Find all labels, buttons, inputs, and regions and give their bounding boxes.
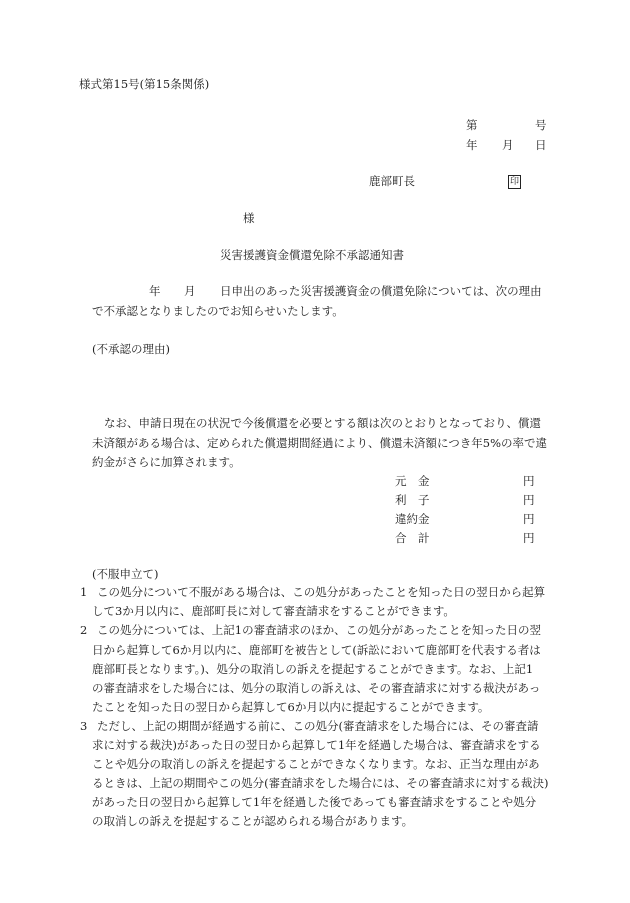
number-suffix: 号 xyxy=(535,118,547,132)
addressee: 様 xyxy=(243,211,255,225)
appeal-item-line: るときは、上記の期間やこの処分(審査請求をした場合には、その審査請求に対する裁決) xyxy=(92,776,549,790)
date-month: 月 xyxy=(502,138,514,152)
appeal-item-line: して3か月以内に、鹿部町長に対して審査請求をすることができます。 xyxy=(92,604,455,618)
appeal-item-line: の取消しの訴えを提起することが認められる場合があります。 xyxy=(92,814,414,828)
appeal-item-line: この処分については、上記1の審査請求のほか、この処分があったことを知った日の翌 xyxy=(97,623,541,637)
appeal-item-line: 求に対する裁決)があった日の翌日から起算して1年を経過した場合は、審査請求をする xyxy=(92,738,541,752)
intro-line2: で不承認となりましたのでお知らせいたします。 xyxy=(92,304,344,318)
reason-heading: (不承認の理由) xyxy=(92,342,170,356)
amount-unit: 円 xyxy=(523,474,535,488)
appeal-item-number: 1 xyxy=(80,585,88,599)
seal-mark xyxy=(508,175,521,189)
amount-unit: 円 xyxy=(523,512,535,526)
appeal-item-number: 2 xyxy=(80,623,88,637)
intro-month: 月 xyxy=(184,284,196,298)
date-day: 日 xyxy=(535,138,547,152)
appeal-item-line: この処分について不服がある場合は、この処分があったことを知った日の翌日から起算 xyxy=(97,585,546,599)
amount-label: 利 子 xyxy=(395,493,430,507)
appeal-item-line: 鹿部町長となります。)、処分の取消しの訴えを提起することができます。なお、上記1 xyxy=(92,662,534,676)
date-year: 年 xyxy=(466,138,478,152)
notice-line3: 約金がさらに加算されます。 xyxy=(92,455,241,469)
notice-line2: 未済額がある場合は、定められた償還期間経過により、償還未済額につき年5%の率で違 xyxy=(92,436,548,450)
appeal-item-line: があった日の翌日から起算して1年を経過した後であっても審査請求をすることや処分 xyxy=(92,795,537,809)
appeal-item-line: 日から起算して6か月以内に、鹿部町を被告として(訴訟において鹿部町を代表する者は xyxy=(92,643,541,657)
appeal-item-line: ことや処分の取消しの訴えを提起することができなくなります。なお、正当な理由があ xyxy=(92,757,540,771)
amount-unit: 円 xyxy=(523,493,535,507)
amount-label: 合 計 xyxy=(395,531,430,545)
seal-label: 印 xyxy=(509,177,519,187)
appeal-item-line: ただし、上記の期間が経過する前に、この処分(審査請求をした場合には、その審査請 xyxy=(97,719,539,733)
form-id: 様式第15号(第15条関係) xyxy=(79,77,210,91)
amount-label: 元 金 xyxy=(395,474,430,488)
document-title: 災害援護資金償還免除不承認通知書 xyxy=(220,248,404,262)
appeal-item-line: たことを知った日の翌日から起算して6か月以内に提起することができます。 xyxy=(92,700,490,714)
appeal-item-line: の審査請求をした場合には、処分の取消しの訴えは、その審査請求に対する裁決があっ xyxy=(92,681,541,695)
number-prefix: 第 xyxy=(466,118,478,132)
amount-unit: 円 xyxy=(523,531,535,545)
appeal-heading: (不服申立て) xyxy=(92,567,159,581)
appeal-item-number: 3 xyxy=(80,719,88,733)
amount-label: 違約金 xyxy=(395,512,430,526)
issuer: 鹿部町長 xyxy=(369,174,415,188)
notice-line1: なお、申請日現在の状況で今後償還を必要とする額は次のとおりとなっており、償還 xyxy=(104,416,541,430)
intro-year: 年 xyxy=(149,284,161,298)
intro-line1: 日申出のあった災害援護資金の償還免除については、次の理由 xyxy=(220,284,542,298)
